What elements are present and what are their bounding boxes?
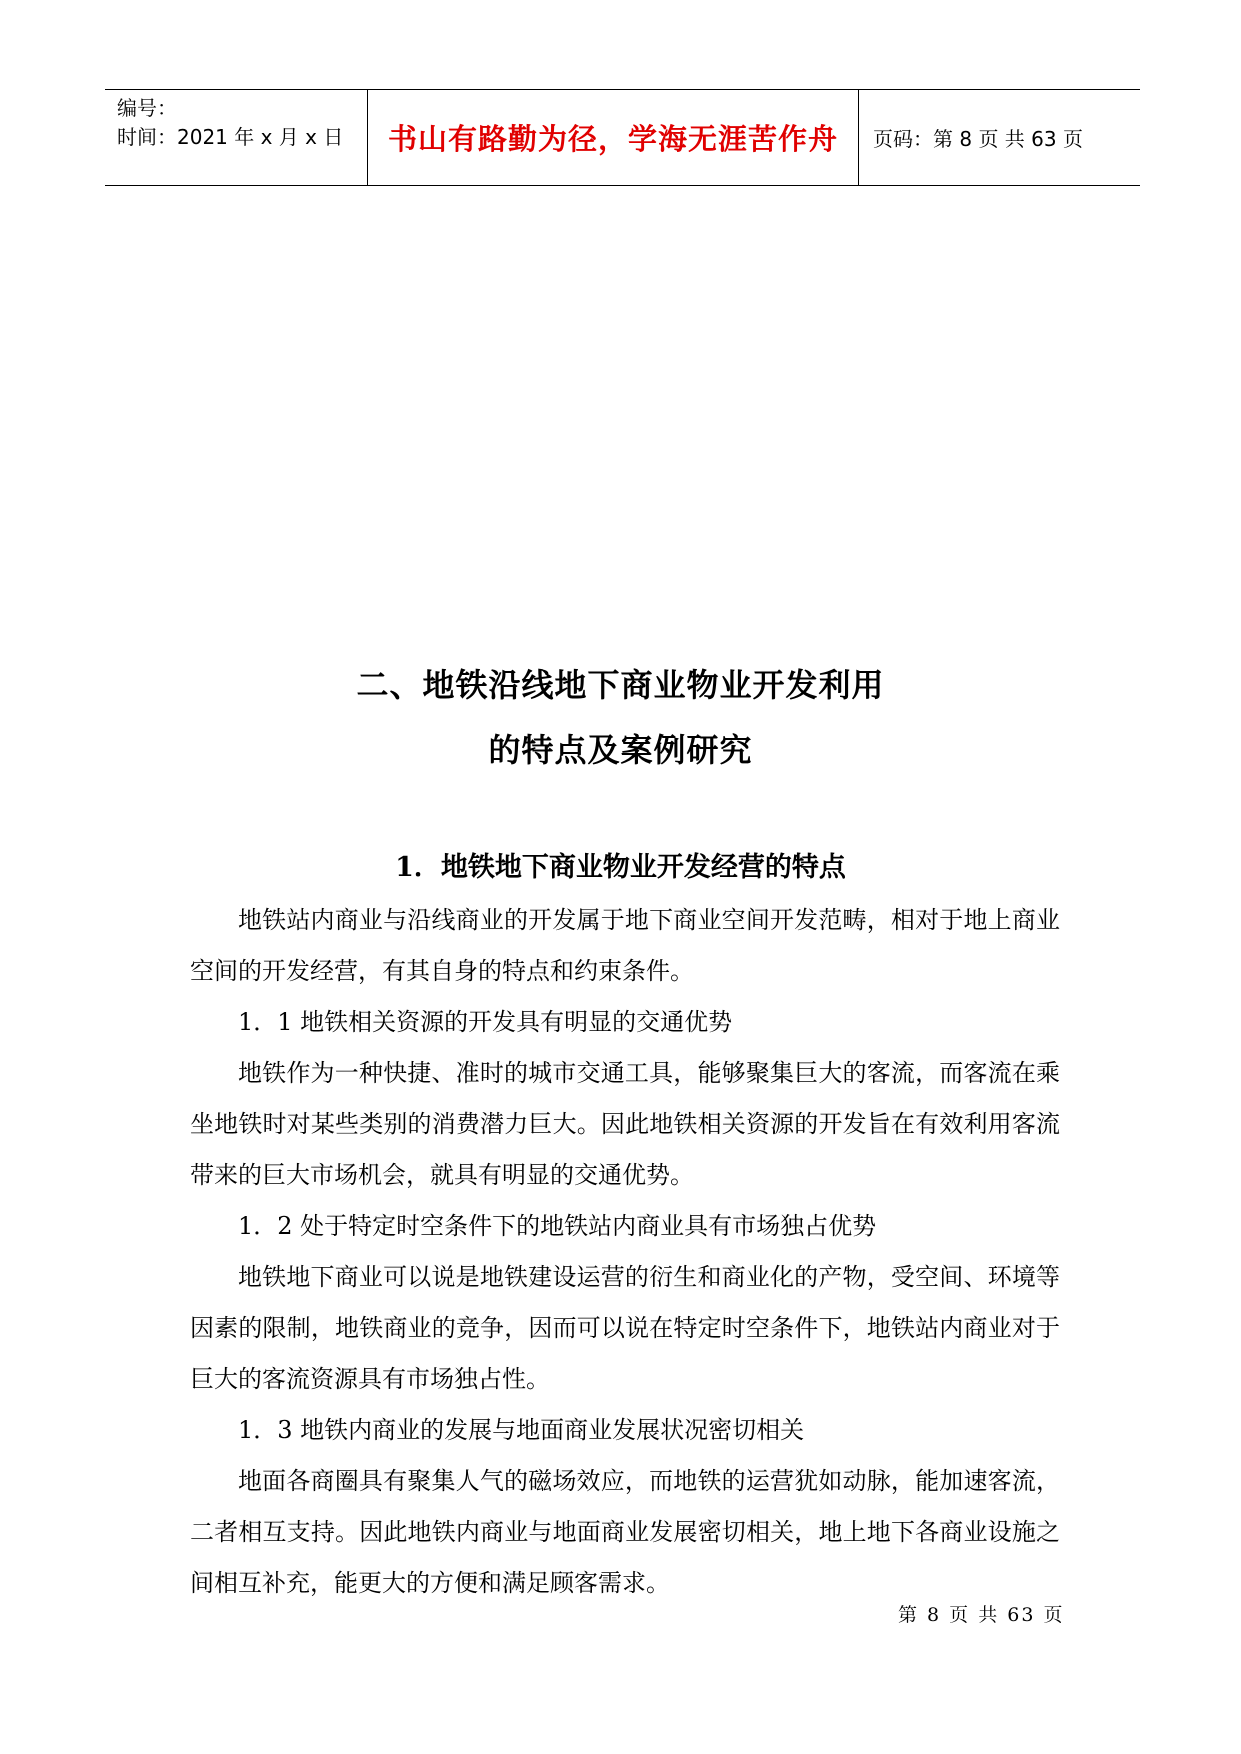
body-paragraph: 地铁地下商业可以说是地铁建设运营的衍生和商业化的产物，受空间、环境等因素的限制，地铁商业的竞争，因而可以说在特定时空条件下，地铁站内商业对于巨大的客流资源具有市场独占性。	[190, 1263, 1060, 1393]
document-title-line-2: 的特点及案例研究	[488, 731, 753, 769]
header-number-label: 编号：	[117, 96, 177, 120]
header-page-label: 页码：第 8 页 共 63 页	[873, 127, 1083, 151]
body-paragraph: 地铁站内商业与沿线商业的开发属于地下商业空间开发范畴，相对于地上商业空间的开发经营，有其自身的特点和约束条件。	[190, 906, 1060, 985]
page-footer: 第 8 页 共 63 页	[898, 1604, 1065, 1626]
page-header	[105, 89, 1140, 186]
subheading-1-2: 1．2 处于特定时空条件下的地铁站内商业具有市场独占优势	[238, 1212, 877, 1240]
document-title-line-1: 二、地铁沿线地下商业物业开发利用	[356, 666, 885, 704]
header-meta	[105, 90, 368, 185]
header-time-label: 时间：2021 年 x 月 x 日	[117, 125, 344, 149]
body-paragraph: 地铁作为一种快捷、准时的城市交通工具，能够聚集巨大的客流，而客流在乘坐地铁时对某些类别的消费潜力巨大。因此地铁相关资源的开发旨在有效利用客流带来的巨大市场机会，就具有明显的交通优势。	[190, 1059, 1060, 1189]
subheading-1-1: 1．1 地铁相关资源的开发具有明显的交通优势	[238, 1008, 733, 1036]
section-heading: 1．地铁地下商业物业开发经营的特点	[395, 852, 846, 883]
document-body	[190, 895, 1060, 1609]
header-motto: 书山有路勤为径，学海无涯苦作舟	[368, 90, 859, 185]
subheading-1-3: 1．3 地铁内商业的发展与地面商业发展状况密切相关	[238, 1416, 805, 1444]
body-paragraph: 地面各商圈具有聚集人气的磁场效应，而地铁的运营犹如动脉，能加速客流，二者相互支持。因此地铁内商业与地面商业发展密切相关，地上地下各商业设施之间相互补充，能更大的方便和满足顾客需求。	[190, 1467, 1060, 1597]
